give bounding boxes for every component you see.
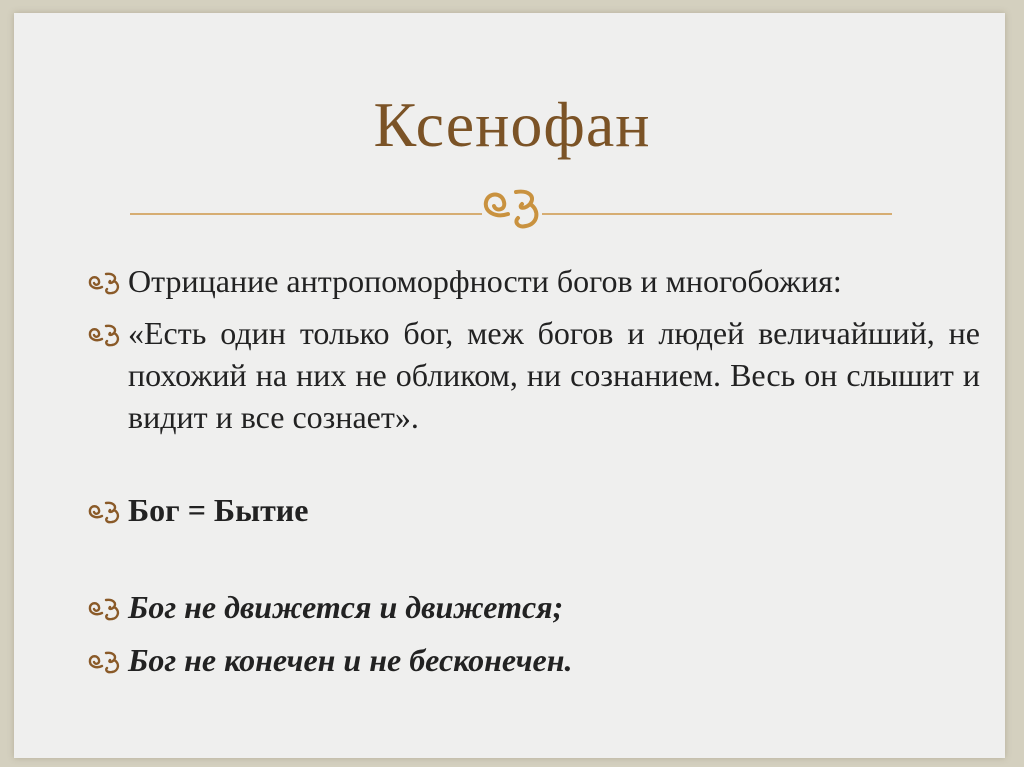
bullet-swirl-icon xyxy=(86,269,124,295)
bullet-swirl-icon xyxy=(86,595,124,621)
bullet-swirl-icon xyxy=(86,498,124,524)
bullet-text: Отрицание антропоморфности богов и многобожия: xyxy=(128,263,842,299)
bullet-text: Бог = Бытие xyxy=(128,492,309,528)
bullet-swirl-icon xyxy=(86,321,124,347)
bullet-text: «Есть один только бог, меж богов и людей величайший, не похожий на них не обликом, ни сознанием. Весь он слышит и видит и все сознает». xyxy=(128,315,980,435)
bullet-text: Бог не конечен и не бесконечен. xyxy=(128,642,573,678)
divider-line-left xyxy=(130,213,482,215)
bullet-text: Бог не движется и движется; xyxy=(128,589,564,625)
ornament-icon xyxy=(478,184,548,234)
slide-title: Ксенофан xyxy=(373,89,651,160)
bullet-swirl-icon xyxy=(86,648,124,674)
divider-line-right xyxy=(542,213,892,215)
